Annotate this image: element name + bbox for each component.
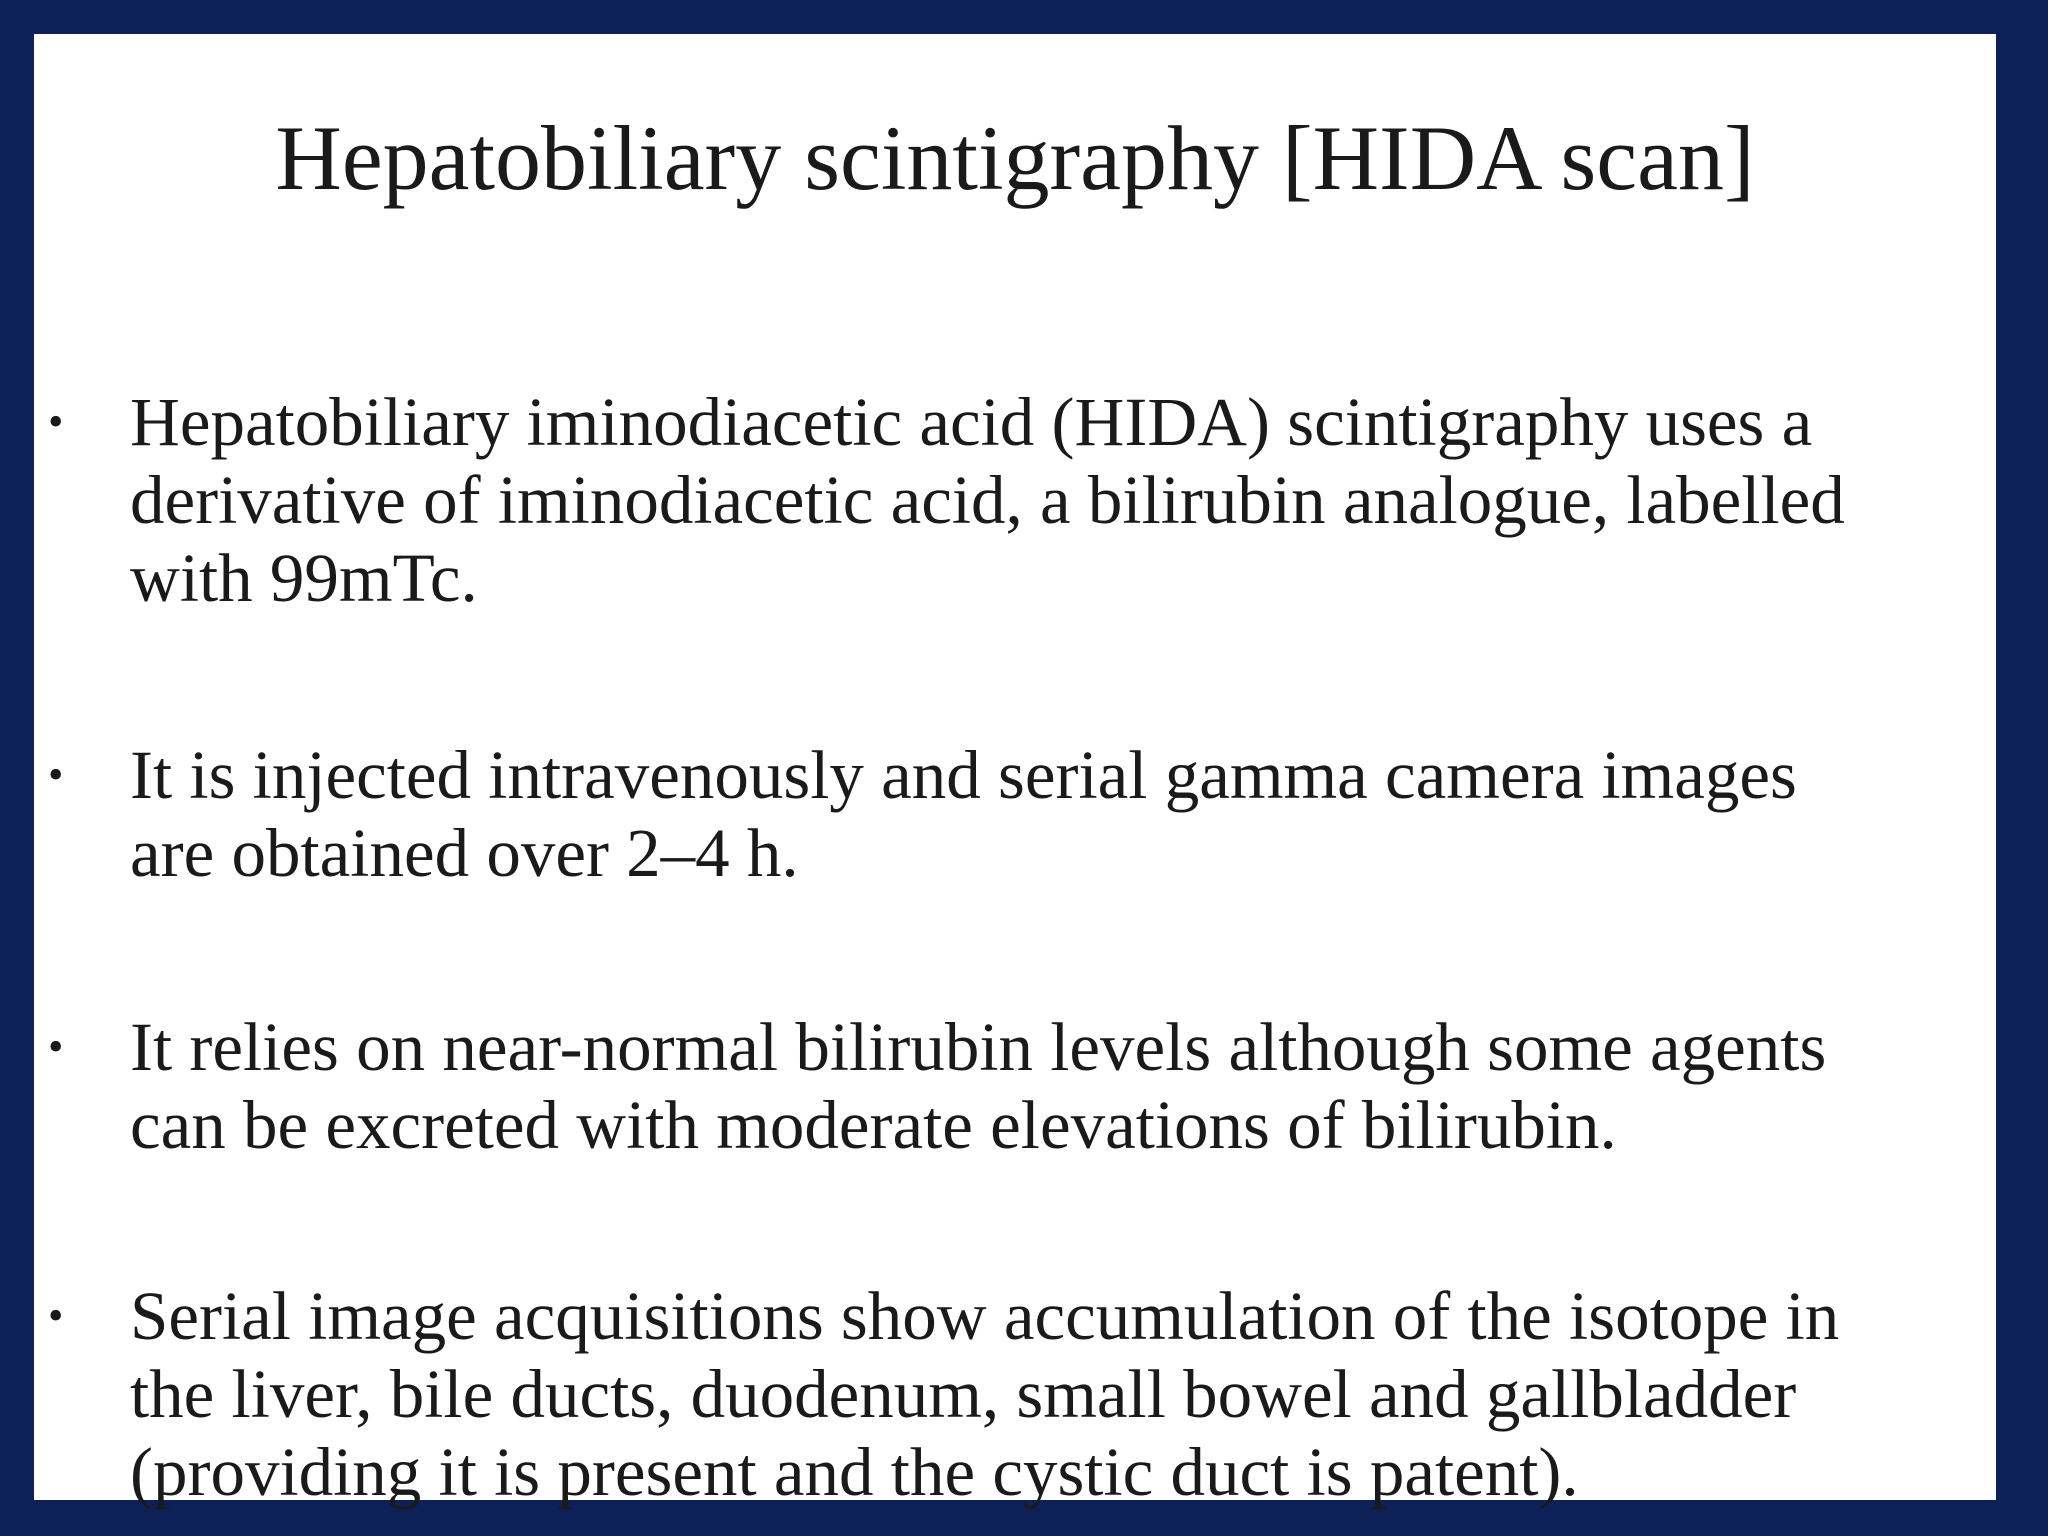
bullet-line: can be excreted with moderate elevations of bilirubin. xyxy=(130,1087,1617,1163)
bullet-icon: • xyxy=(48,397,64,446)
bullet-line: the liver, bile ducts, duodenum, small bowel and gallbladder xyxy=(130,1356,1797,1432)
bullet-icon: • xyxy=(48,1022,64,1071)
bullet-text xyxy=(130,1277,1992,1511)
bullet-line: with 99mTc. xyxy=(130,540,478,616)
bullet-icon: • xyxy=(48,750,64,799)
bullet-text xyxy=(130,736,1992,892)
bullet-line: (providing it is present and the cystic duct is patent). xyxy=(130,1434,1579,1510)
bullet-line: Hepatobiliary iminodiacetic acid (HIDA) scintigraphy uses a xyxy=(130,384,1813,460)
bullet-line: It is injected intravenously and serial gamma camera images xyxy=(130,737,1797,813)
bullet-line: are obtained over 2–4 h. xyxy=(130,815,799,891)
bullet-line: Serial image acquisitions show accumulation of the isotope in xyxy=(130,1278,1840,1354)
bullet-icon: • xyxy=(48,1291,64,1340)
bullet-line: It relies on near-normal bilirubin levels although some agents xyxy=(130,1009,1827,1085)
bullet-list xyxy=(34,34,1996,1510)
slide-title: Hepatobiliary scintigraphy [HIDA scan] xyxy=(275,107,1755,209)
bullet-text xyxy=(130,383,1992,617)
slide xyxy=(34,34,1996,1510)
bullet-line: derivative of iminodiacetic acid, a bilirubin analogue, labelled xyxy=(130,462,1845,538)
bullet-text xyxy=(130,1008,1992,1164)
